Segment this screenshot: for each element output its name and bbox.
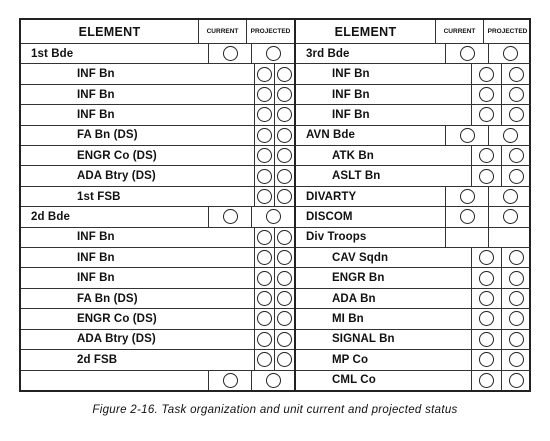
table-row xyxy=(296,105,531,125)
projected-status-cell xyxy=(274,187,294,206)
projected-status-cell xyxy=(501,248,531,267)
table-row xyxy=(296,371,531,390)
current-status-cell xyxy=(208,207,251,226)
projected-status-circle[interactable] xyxy=(509,332,524,347)
current-status-circle[interactable] xyxy=(257,352,272,367)
current-status-cell xyxy=(471,166,501,185)
projected-status-circle[interactable] xyxy=(509,148,524,163)
element-label: ENGR Co (DS) xyxy=(77,312,157,325)
table-row xyxy=(21,44,294,64)
current-status-cell xyxy=(445,126,488,145)
projected-status-circle[interactable] xyxy=(277,230,292,245)
element-label: INF Bn xyxy=(332,108,370,121)
projected-status-circle[interactable] xyxy=(277,332,292,347)
current-header: CURRENT xyxy=(435,20,483,43)
table-row xyxy=(21,105,294,125)
current-status-cell xyxy=(254,330,274,349)
current-status-cell xyxy=(254,187,274,206)
current-status-cell xyxy=(254,85,274,104)
projected-status-circle[interactable] xyxy=(277,250,292,265)
projected-status-cell xyxy=(501,371,531,390)
element-label: CML Co xyxy=(332,374,376,387)
current-status-cell xyxy=(471,146,501,165)
projected-status-circle[interactable] xyxy=(277,107,292,122)
projected-status-cell xyxy=(274,330,294,349)
table-row xyxy=(296,248,531,268)
table-row xyxy=(296,146,531,166)
current-status-circle[interactable] xyxy=(479,67,494,82)
current-status-cell xyxy=(471,309,501,328)
current-status-cell xyxy=(254,289,274,308)
table-row xyxy=(21,207,294,227)
current-status-circle[interactable] xyxy=(479,169,494,184)
projected-status-cell xyxy=(501,268,531,287)
projected-status-cell xyxy=(251,44,294,63)
current-status-circle[interactable] xyxy=(257,311,272,326)
projected-status-circle[interactable] xyxy=(509,67,524,82)
current-status-cell xyxy=(471,350,501,369)
current-status-circle[interactable] xyxy=(479,271,494,286)
element-label: INF Bn xyxy=(77,88,115,101)
element-label: INF Bn xyxy=(77,251,115,264)
element-label: DIVARTY xyxy=(306,190,357,203)
projected-status-circle[interactable] xyxy=(509,271,524,286)
element-label: FA Bn (DS) xyxy=(77,292,138,305)
table-row xyxy=(21,289,294,309)
projected-status-circle[interactable] xyxy=(503,189,518,204)
current-status-circle[interactable] xyxy=(223,373,238,388)
table-row xyxy=(296,126,531,146)
current-status-circle[interactable] xyxy=(479,332,494,347)
current-status-circle[interactable] xyxy=(460,189,475,204)
projected-status-circle[interactable] xyxy=(509,107,524,122)
projected-status-cell xyxy=(501,166,531,185)
current-status-cell xyxy=(471,248,501,267)
projected-status-cell xyxy=(501,309,531,328)
element-label: INF Bn xyxy=(77,231,115,244)
current-status-cell xyxy=(471,268,501,287)
current-status-circle[interactable] xyxy=(257,291,272,306)
table-row xyxy=(21,330,294,350)
right-column-group xyxy=(296,20,531,390)
projected-status-cell xyxy=(501,350,531,369)
projected-status-cell xyxy=(274,146,294,165)
projected-status-cell xyxy=(488,187,531,206)
projected-status-cell xyxy=(274,309,294,328)
current-status-cell xyxy=(471,85,501,104)
element-label: ADA Bn xyxy=(332,292,376,305)
projected-status-cell xyxy=(274,85,294,104)
table-row xyxy=(21,146,294,166)
current-status-cell xyxy=(254,268,274,287)
current-status-circle[interactable] xyxy=(460,128,475,143)
current-status-circle[interactable] xyxy=(223,46,238,61)
current-status-circle[interactable] xyxy=(479,250,494,265)
current-status-circle[interactable] xyxy=(257,332,272,347)
header-row-left xyxy=(21,20,294,44)
element-label: AVN Bde xyxy=(306,129,356,142)
element-label: CAV Sqdn xyxy=(332,251,389,264)
projected-status-cell xyxy=(274,126,294,145)
projected-status-cell xyxy=(251,371,294,390)
current-status-circle[interactable] xyxy=(257,250,272,265)
table-row xyxy=(21,228,294,248)
projected-status-cell xyxy=(488,126,531,145)
element-label: ADA Btry (DS) xyxy=(77,333,156,346)
left-column-group xyxy=(21,20,296,390)
element-label: 1st Bde xyxy=(31,47,74,60)
projected-status-circle[interactable] xyxy=(509,311,524,326)
figure-caption: Figure 2-16. Task organization and unit current and projected status xyxy=(92,404,458,416)
header-row-right xyxy=(296,20,531,44)
projected-status-circle[interactable] xyxy=(277,189,292,204)
current-status-cell xyxy=(471,105,501,124)
projected-status-cell xyxy=(501,146,531,165)
projected-status-cell xyxy=(274,166,294,185)
projected-status-circle[interactable] xyxy=(509,169,524,184)
projected-header: PROJECTED xyxy=(246,20,294,43)
current-status-cell xyxy=(254,64,274,83)
element-label: ENGR Bn xyxy=(332,272,385,285)
table-row xyxy=(21,166,294,186)
projected-status-cell xyxy=(251,207,294,226)
current-status-circle[interactable] xyxy=(479,291,494,306)
table-row xyxy=(296,309,531,329)
projected-status-circle[interactable] xyxy=(503,128,518,143)
current-status-circle[interactable] xyxy=(257,148,272,163)
projected-status-circle[interactable] xyxy=(509,352,524,367)
projected-status-circle[interactable] xyxy=(509,373,524,388)
current-status-circle[interactable] xyxy=(257,230,272,245)
current-status-cell xyxy=(254,126,274,145)
projected-status-circle[interactable] xyxy=(266,373,281,388)
projected-status-cell xyxy=(274,350,294,369)
current-status-circle[interactable] xyxy=(257,87,272,102)
table-row xyxy=(296,330,531,350)
projected-status-circle[interactable] xyxy=(277,169,292,184)
table-row xyxy=(21,248,294,268)
element-label: ASLT Bn xyxy=(332,170,381,183)
element-label: ADA Btry (DS) xyxy=(77,170,156,183)
element-label: MI Bn xyxy=(332,312,364,325)
current-status-circle[interactable] xyxy=(257,271,272,286)
projected-status-cell xyxy=(274,289,294,308)
current-status-cell xyxy=(208,371,251,390)
table-row xyxy=(296,85,531,105)
element-label: DISCOM xyxy=(306,210,353,223)
projected-status-cell xyxy=(274,228,294,247)
element-label: INF Bn xyxy=(77,272,115,285)
projected-status-cell xyxy=(501,105,531,124)
table-row xyxy=(296,289,531,309)
table-row xyxy=(296,166,531,186)
projected-status-circle[interactable] xyxy=(277,67,292,82)
current-status-cell xyxy=(254,309,274,328)
table-row xyxy=(21,268,294,288)
current-status-circle[interactable] xyxy=(479,107,494,122)
projected-status-cell xyxy=(488,44,531,63)
status-table xyxy=(19,18,531,392)
projected-status-cell xyxy=(501,330,531,349)
current-status-circle[interactable] xyxy=(257,107,272,122)
projected-status-circle[interactable] xyxy=(277,128,292,143)
projected-status-cell xyxy=(501,289,531,308)
table-row xyxy=(21,187,294,207)
table-row xyxy=(296,207,531,227)
projected-status-circle[interactable] xyxy=(277,352,292,367)
current-status-cell xyxy=(254,146,274,165)
projected-status-circle[interactable] xyxy=(509,291,524,306)
table-row xyxy=(296,228,531,248)
projected-status-circle[interactable] xyxy=(277,311,292,326)
table-row xyxy=(296,64,531,84)
current-status-circle[interactable] xyxy=(257,169,272,184)
table-row xyxy=(21,371,294,390)
element-label: Div Troops xyxy=(306,231,367,244)
projected-header: PROJECTED xyxy=(483,20,531,43)
current-status-cell xyxy=(254,105,274,124)
table-row xyxy=(21,85,294,105)
projected-status-circle[interactable] xyxy=(266,46,281,61)
current-status-circle[interactable] xyxy=(479,148,494,163)
projected-status-cell xyxy=(488,207,531,226)
current-status-cell xyxy=(254,166,274,185)
element-label: ENGR Co (DS) xyxy=(77,149,157,162)
element-label: 1st FSB xyxy=(77,190,121,203)
element-label: SIGNAL Bn xyxy=(332,333,395,346)
current-status-circle[interactable] xyxy=(460,46,475,61)
current-status-circle[interactable] xyxy=(479,373,494,388)
table-row xyxy=(21,64,294,84)
element-header: ELEMENT xyxy=(78,24,141,39)
element-label: INF Bn xyxy=(332,88,370,101)
element-label xyxy=(21,371,208,390)
projected-status-circle[interactable] xyxy=(503,209,518,224)
element-label: MP Co xyxy=(332,353,369,366)
current-status-cell xyxy=(208,44,251,63)
current-status-circle[interactable] xyxy=(479,87,494,102)
table-row xyxy=(296,268,531,288)
projected-status-circle[interactable] xyxy=(277,148,292,163)
current-status-circle[interactable] xyxy=(257,67,272,82)
current-status-cell xyxy=(445,207,488,226)
element-label: 2d Bde xyxy=(31,210,70,223)
projected-status-cell xyxy=(488,228,531,247)
table-row xyxy=(21,309,294,329)
projected-status-circle[interactable] xyxy=(509,87,524,102)
current-status-cell xyxy=(254,248,274,267)
table-row xyxy=(21,350,294,370)
element-label: FA Bn (DS) xyxy=(77,129,138,142)
current-status-cell xyxy=(471,289,501,308)
projected-status-circle[interactable] xyxy=(503,46,518,61)
current-status-cell xyxy=(445,187,488,206)
current-status-cell xyxy=(445,44,488,63)
projected-status-cell xyxy=(274,64,294,83)
element-label: INF Bn xyxy=(77,68,115,81)
current-status-circle[interactable] xyxy=(479,352,494,367)
projected-status-circle[interactable] xyxy=(266,209,281,224)
table-row xyxy=(296,350,531,370)
projected-status-circle[interactable] xyxy=(277,87,292,102)
projected-status-circle[interactable] xyxy=(509,250,524,265)
current-status-cell xyxy=(471,64,501,83)
current-status-cell xyxy=(254,350,274,369)
element-header: ELEMENT xyxy=(334,24,397,39)
current-status-cell xyxy=(471,371,501,390)
projected-status-cell xyxy=(274,105,294,124)
current-status-cell xyxy=(471,330,501,349)
projected-status-circle[interactable] xyxy=(277,291,292,306)
current-status-cell xyxy=(445,228,488,247)
projected-status-circle[interactable] xyxy=(277,271,292,286)
current-status-circle[interactable] xyxy=(460,209,475,224)
element-label: 2d FSB xyxy=(77,353,118,366)
current-status-circle[interactable] xyxy=(257,189,272,204)
element-label: ATK Bn xyxy=(332,149,374,162)
current-header: CURRENT xyxy=(198,20,246,43)
element-label: INF Bn xyxy=(332,68,370,81)
projected-status-cell xyxy=(501,85,531,104)
projected-status-cell xyxy=(274,248,294,267)
current-status-circle[interactable] xyxy=(257,128,272,143)
table-row xyxy=(296,187,531,207)
projected-status-cell xyxy=(274,268,294,287)
table-row xyxy=(296,44,531,64)
element-label: INF Bn xyxy=(77,108,115,121)
current-status-cell xyxy=(254,228,274,247)
current-status-circle[interactable] xyxy=(223,209,238,224)
element-label: 3rd Bde xyxy=(306,47,350,60)
current-status-circle[interactable] xyxy=(479,311,494,326)
table-row xyxy=(21,126,294,146)
projected-status-cell xyxy=(501,64,531,83)
